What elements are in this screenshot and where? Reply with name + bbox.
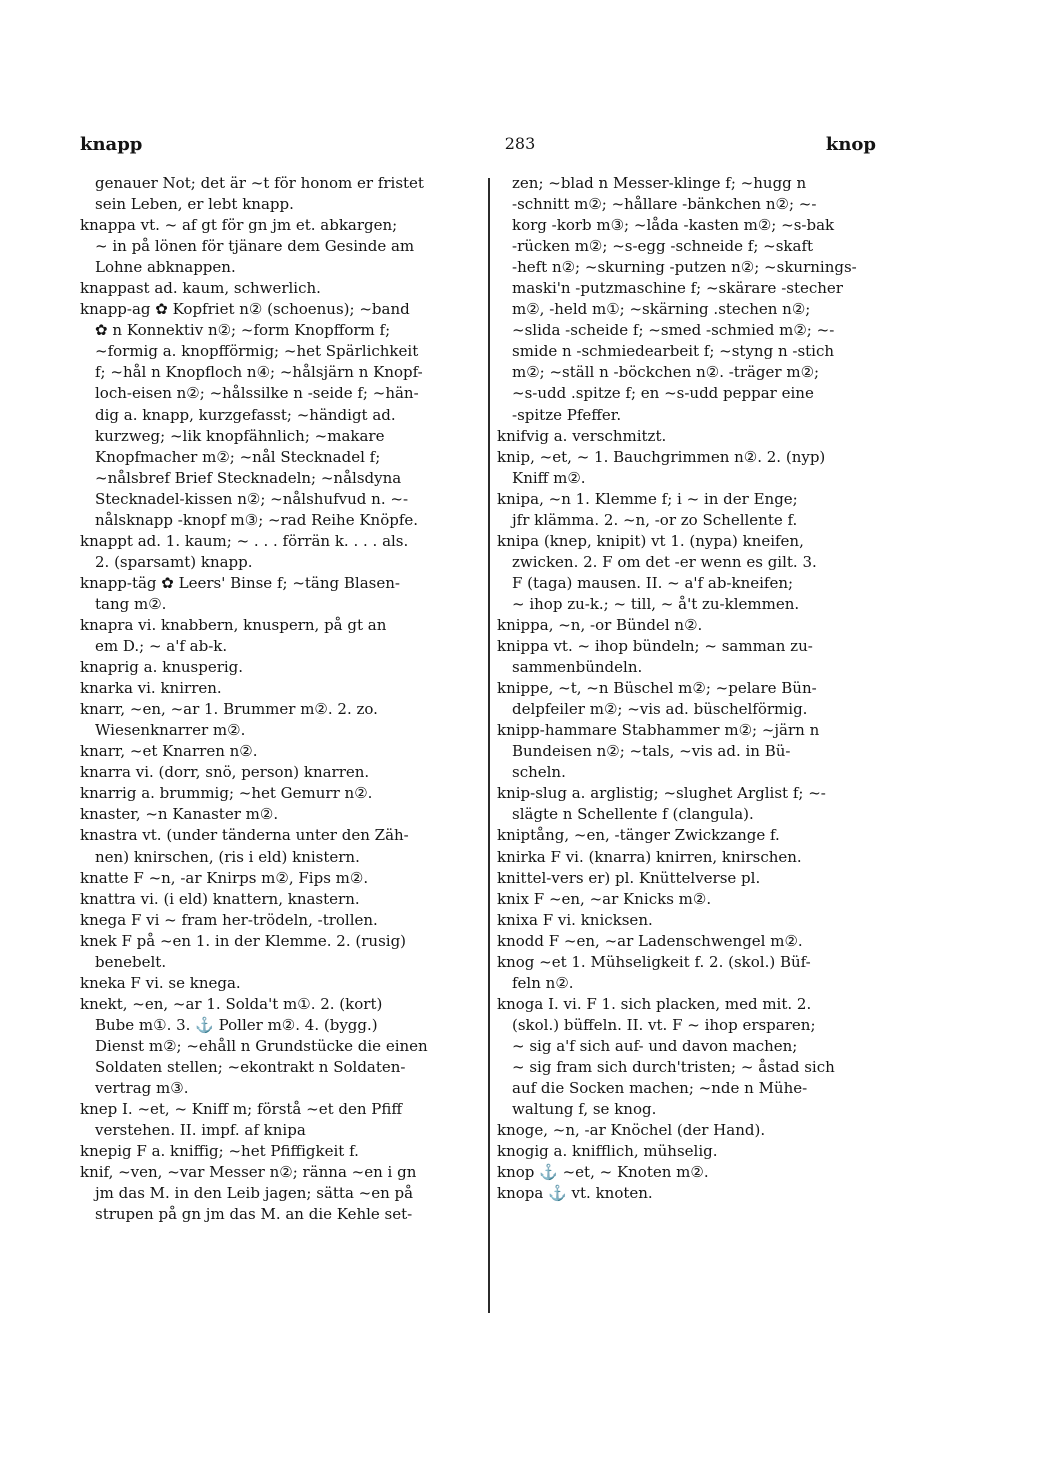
entry-continuation-line: em D.; ~ a'f ab-k.: [95, 637, 228, 656]
entry-headword-line: knirka F vi. (knarra) knirren, knirschen.: [497, 847, 802, 866]
entry-headword-line: knaster, ~n Kanaster m②.: [80, 805, 279, 824]
entry-continuation-line: sein Leben, er lebt knapp.: [95, 195, 294, 214]
entry-continuation-line: auf die Socken machen; ~nde n Mühe-: [512, 1079, 808, 1098]
entry-continuation-line: F (taga) mausen. II. ~ a'f ab-kneifen;: [512, 573, 794, 592]
entry-continuation-line: Kniff m②.: [512, 468, 586, 487]
entry-continuation-line: Bundeisen n②; ~tals, ~vis ad. in Bü-: [512, 742, 791, 761]
entry-continuation-line: jm das M. in den Leib jagen; sätta ~en på: [95, 1184, 414, 1203]
entry-headword-line: knittel-vers er) pl. Knüttelverse pl.: [497, 868, 761, 887]
entry-headword-line: knepig F a. kniffig; ~het Pfiffigkeit f.: [80, 1142, 359, 1161]
column-divider: [488, 178, 490, 1313]
entry-headword-line: knipa (knep, knipit) vt 1. (nypa) kneifen,: [497, 531, 804, 550]
entry-continuation-line: jfr klämma. 2. ~n, -or zo Schellente f.: [512, 510, 798, 529]
entry-continuation-line: ~ sig a'f sich auf- und davon machen;: [512, 1036, 798, 1055]
entry-headword-line: knix F ~en, ~ar Knicks m②.: [497, 889, 712, 908]
entry-continuation-line: korg -korb m③; ~låda -kasten m②; ~s-bak: [512, 216, 835, 235]
entry-continuation-line: ~slida -scheide f; ~smed -schmied m②; ~-: [512, 321, 835, 340]
entry-headword-line: knarka vi. knirren.: [80, 679, 222, 698]
header-left-guideword: knapp: [80, 134, 143, 155]
entry-headword-line: knarra vi. (dorr, snö, person) knarren.: [80, 763, 370, 782]
entry-continuation-line: (skol.) büffeln. II. vt. F ~ ihop ersparen;: [512, 1015, 816, 1034]
entry-headword-line: knippa, ~n, -or Bündel n②.: [497, 615, 703, 634]
entry-continuation-line: Knopfmacher m②; ~nål Stecknadel f;: [95, 447, 381, 466]
entry-continuation-line: -schnitt m②; ~hållare -bänkchen n②; ~-: [512, 195, 817, 214]
entry-continuation-line: verstehen. II. impf. af knipa: [95, 1121, 306, 1140]
entry-continuation-line: ~nålsbref Brief Stecknadeln; ~nålsdyna: [95, 468, 402, 487]
entry-headword-line: knep I. ~et, ~ Kniff m; förstå ~et den Pfiff: [80, 1100, 403, 1119]
entry-headword-line: knapra vi. knabbern, knuspern, på gt an: [80, 615, 387, 634]
entry-continuation-line: ~formig a. knopfförmig; ~het Spärlichkeit: [95, 342, 419, 361]
entry-continuation-line: -heft n②; ~skurning -putzen n②; ~skurnings-: [512, 258, 857, 277]
entry-continuation-line: dig a. knapp, kurzgefasst; ~händigt ad.: [95, 405, 396, 424]
entry-headword-line: knoga I. vi. F 1. sich placken, med mit. 2.: [497, 994, 812, 1013]
entry-continuation-line: ~s-udd .spitze f; en ~s-udd peppar eine: [512, 384, 814, 403]
entry-headword-line: knappt ad. 1. kaum; ~ . . . förrän k. . . . als.: [80, 531, 409, 550]
entry-continuation-line: ~ in på lönen för tjänare dem Gesinde am: [95, 237, 415, 256]
entry-headword-line: knastra vt. (under tänderna unter den Zäh-: [80, 826, 409, 845]
entry-headword-line: knek F på ~en 1. in der Klemme. 2. (rusig): [80, 931, 407, 950]
entry-continuation-line: nen) knirschen, (ris i eld) knistern.: [95, 847, 360, 866]
entry-continuation-line: benebelt.: [95, 952, 167, 971]
entry-continuation-line: vertrag m③.: [95, 1079, 189, 1098]
entry-continuation-line: loch-eisen n②; ~hålssilke n -seide f; ~hän-: [95, 384, 419, 403]
entry-continuation-line: ~ ihop zu-k.; ~ till, ~ å't zu-klemmen.: [512, 594, 800, 613]
entry-continuation-line: 2. (sparsamt) knapp.: [95, 552, 253, 571]
entry-headword-line: knipp-hammare Stabhammer m②; ~järn n: [497, 721, 820, 740]
header-right-guideword: knop: [825, 134, 876, 155]
page-number: 283: [504, 134, 536, 153]
entry-headword-line: knodd F ~en, ~ar Ladenschwengel m②.: [497, 931, 803, 950]
entry-continuation-line: sammenbündeln.: [512, 658, 643, 677]
entry-continuation-line: -rücken m②; ~s-egg -schneide f; ~skaft: [512, 237, 814, 256]
right-column: [497, 173, 895, 1204]
entry-continuation-line: Lohne abknappen.: [95, 258, 236, 277]
entry-headword-line: knarrig a. brummig; ~het Gemurr n②.: [80, 784, 373, 803]
entry-headword-line: knopa ⚓ vt. knoten.: [497, 1184, 653, 1203]
entry-headword-line: knoge, ~n, -ar Knöchel (der Hand).: [497, 1121, 766, 1140]
entry-headword-line: knaprig a. knusperig.: [80, 658, 244, 677]
entry-continuation-line: Stecknadel-kissen n②; ~nålshufvud n. ~-: [95, 489, 409, 508]
entry-headword-line: knapp-täg ✿ Leers' Binse f; ~täng Blasen-: [80, 573, 400, 592]
entry-headword-line: knixa F vi. knicksen.: [497, 910, 653, 929]
entry-continuation-line: m②, -held m①; ~skärning .stechen n②;: [512, 300, 811, 319]
entry-continuation-line: maski'n -putzmaschine f; ~skärare -stecher: [512, 279, 843, 298]
entry-continuation-line: genauer Not; det är ~t för honom er fristet: [95, 174, 424, 192]
entry-headword-line: knappast ad. kaum, schwerlich.: [80, 279, 321, 298]
entry-headword-line: knekt, ~en, ~ar 1. Solda't m①. 2. (kort): [80, 994, 383, 1013]
entry-headword-line: knip, ~et, ~ 1. Bauchgrimmen n②. 2. (nyp): [497, 447, 826, 466]
entry-continuation-line: waltung f, se knog.: [512, 1100, 657, 1119]
entry-continuation-line: scheln.: [512, 763, 566, 782]
entry-continuation-line: tang m②.: [95, 594, 167, 613]
entry-headword-line: knip-slug a. arglistig; ~slughet Arglist f; ~-: [497, 784, 826, 803]
entry-continuation-line: smide n -schmiedearbeit f; ~styng n -stich: [512, 342, 835, 361]
entry-continuation-line: Soldaten stellen; ~ekontrakt n Soldaten-: [95, 1057, 406, 1076]
entry-continuation-line: Bube m①. 3. ⚓ Poller m②. 4. (bygg.): [95, 1015, 378, 1034]
entry-headword-line: knogig a. knifflich, mühselig.: [497, 1142, 718, 1161]
entry-continuation-line: ~ sig fram sich durch'tristen; ~ åstad sich: [512, 1057, 835, 1076]
entry-continuation-line: zwicken. 2. F om det -er wenn es gilt. 3.: [512, 552, 817, 571]
entry-continuation-line: f; ~hål n Knopfloch n④; ~hålsjärn n Knopf-: [95, 363, 423, 382]
entry-headword-line: knippe, ~t, ~n Büschel m②; ~pelare Bün-: [497, 679, 817, 698]
entry-continuation-line: ✿ n Konnektiv n②; ~form Knopfform f;: [95, 321, 391, 340]
entry-continuation-line: strupen på gn jm das M. an die Kehle set-: [95, 1205, 413, 1224]
entry-headword-line: knarr, ~et Knarren n②.: [80, 742, 258, 761]
entry-headword-line: knapp-ag ✿ Kopfriet n② (schoenus); ~band: [80, 300, 410, 319]
entry-continuation-line: m②; ~ställ n -böckchen n②. -träger m②;: [512, 363, 820, 382]
entry-continuation-line: -spitze Pfeffer.: [512, 405, 622, 424]
left-column: [80, 173, 480, 1225]
entry-headword-line: knippa vt. ~ ihop bündeln; ~ samman zu-: [497, 637, 813, 656]
entry-continuation-line: nålsknapp -knopf m③; ~rad Reihe Knöpfe.: [95, 510, 419, 529]
entry-headword-line: knop ⚓ ~et, ~ Knoten m②.: [497, 1163, 709, 1182]
entry-headword-line: kniptång, ~en, -tänger Zwickzange f.: [497, 826, 780, 845]
entry-headword-line: knatte F ~n, -ar Knirps m②, Fips m②.: [80, 868, 369, 887]
entry-headword-line: knattra vi. (i eld) knattern, knastern.: [80, 889, 360, 908]
entry-continuation-line: zen; ~blad n Messer-klinge f; ~hugg n: [512, 174, 807, 192]
entry-headword-line: knarr, ~en, ~ar 1. Brummer m②. 2. zo.: [80, 700, 378, 719]
entry-headword-line: knega F vi ~ fram her-trödeln, -trollen.: [80, 910, 378, 929]
entry-continuation-line: feln n②.: [512, 973, 574, 992]
entry-continuation-line: kurzweg; ~lik knopfähnlich; ~makare: [95, 426, 385, 445]
entry-headword-line: kneka F vi. se knega.: [80, 973, 241, 992]
entry-continuation-line: Dienst m②; ~ehåll n Grundstücke die einen: [95, 1036, 428, 1055]
entry-headword-line: knif, ~ven, ~var Messer n②; ränna ~en i gn: [80, 1163, 417, 1182]
entry-headword-line: knifvig a. verschmitzt.: [497, 426, 667, 445]
entry-continuation-line: delpfeiler m②; ~vis ad. büschelförmig.: [512, 700, 808, 719]
entry-headword-line: knipa, ~n 1. Klemme f; i ~ in der Enge;: [497, 489, 798, 508]
entry-continuation-line: slägte n Schellente f (clangula).: [512, 805, 754, 824]
entry-headword-line: knappa vt. ~ af gt för gn jm et. abkargen;: [80, 216, 398, 235]
entry-continuation-line: Wiesenknarrer m②.: [95, 721, 246, 740]
entry-headword-line: knog ~et 1. Mühseligkeit f. 2. (skol.) Büf-: [497, 952, 811, 971]
